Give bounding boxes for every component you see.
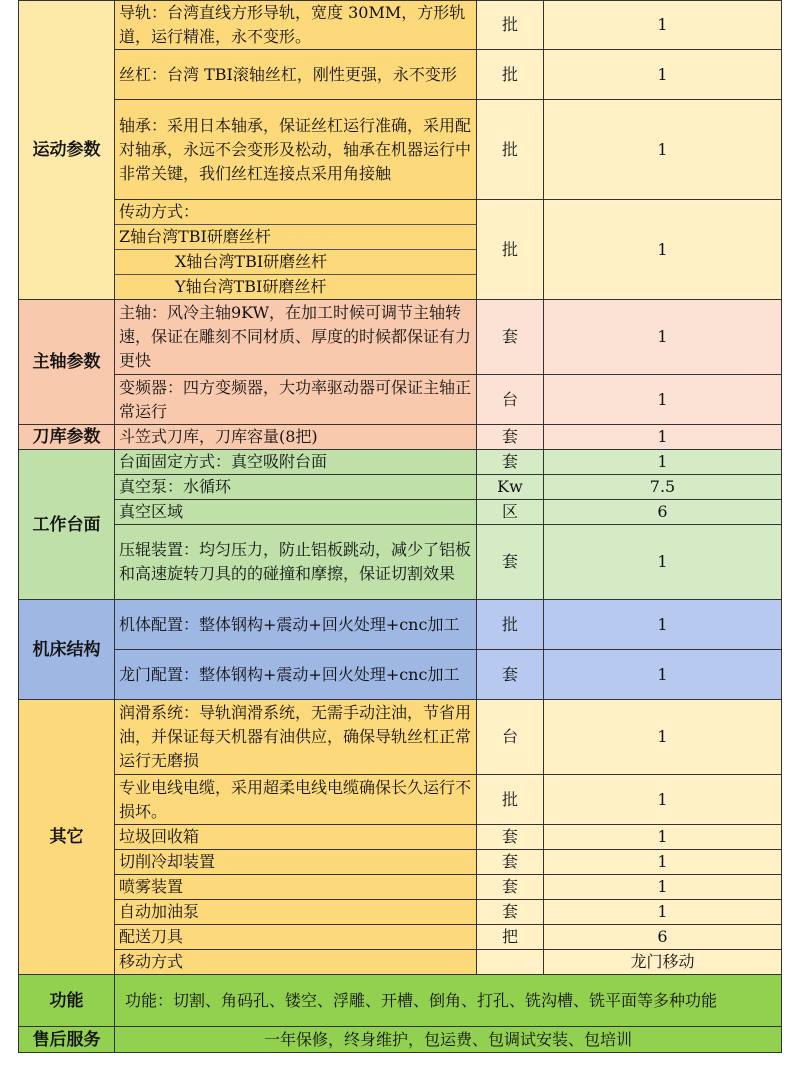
spec-unit: 批 xyxy=(477,1,544,50)
spec-qty: 1 xyxy=(544,700,782,775)
spec-unit: 套 xyxy=(477,825,544,850)
function-desc: 功能：切割、角码孔、镂空、浮雕、开槽、倒角、打孔、铣沟槽、铣平面等多种功能 xyxy=(115,975,782,1027)
spec-desc: 导轨：台湾直线方形导轨，宽度 30MM，方形轨道，运行精准，永不变形。 xyxy=(115,1,477,50)
table-row xyxy=(19,475,782,500)
spec-qty: 1 xyxy=(544,200,782,300)
transmission-line: Y轴台湾TBI研磨丝杆 xyxy=(115,274,476,299)
spec-desc: 切削冷却装置 xyxy=(115,850,477,875)
category-other: 其它 xyxy=(19,700,115,975)
spec-unit: 批 xyxy=(477,100,544,200)
spec-qty: 1 xyxy=(544,650,782,700)
spec-desc: 专业电线电缆，采用超柔电线电缆确保长久运行不损坏。 xyxy=(115,775,477,825)
category-table: 工作台面 xyxy=(19,450,115,600)
category-structure: 机床结构 xyxy=(19,600,115,700)
spec-desc: 台面固定方式：真空吸附台面 xyxy=(115,450,477,475)
spec-desc: 龙门配置：整体钢构+震动+回火处理+cnc加工 xyxy=(115,650,477,700)
table-row xyxy=(19,825,782,850)
table-row xyxy=(19,925,782,950)
table-row xyxy=(19,775,782,825)
spec-desc: 主轴：风冷主轴9KW，在加工时候可调节主轴转速，保证在雕刻不同材质、厚度的时候都保证有力更快 xyxy=(115,300,477,375)
spec-qty: 1 xyxy=(544,425,782,450)
spec-desc: 压辊装置：均匀压力，防止铝板跳动，减少了铝板和高速旋转刀具的的碰撞和摩擦，保证切割效果 xyxy=(115,525,477,600)
table-row xyxy=(19,850,782,875)
spec-qty: 1 xyxy=(544,300,782,375)
spec-unit: 套 xyxy=(477,525,544,600)
table-row xyxy=(19,650,782,700)
spec-qty: 1 xyxy=(544,100,782,200)
category-function: 功能 xyxy=(19,975,115,1027)
table-row xyxy=(19,500,782,525)
spec-desc: 润滑系统：导轨润滑系统，无需手动注油，节省用油，并保证每天机器有油供应，确保导轨丝杠正常运行无磨损 xyxy=(115,700,477,775)
spec-qty: 1 xyxy=(544,50,782,100)
table-row xyxy=(19,300,782,375)
transmission-cell xyxy=(115,200,477,300)
spec-qty: 6 xyxy=(544,925,782,950)
spec-qty: 1 xyxy=(544,600,782,650)
spec-desc: 自动加油泵 xyxy=(115,900,477,925)
spec-qty: 1 xyxy=(544,1,782,50)
spec-desc: 配送刀具 xyxy=(115,925,477,950)
spec-unit: 套 xyxy=(477,650,544,700)
table-row xyxy=(19,875,782,900)
spec-desc: 移动方式 xyxy=(115,950,477,975)
table-row xyxy=(19,450,782,475)
spec-qty: 龙门移动 xyxy=(544,950,782,975)
category-motion: 运动参数 xyxy=(19,1,115,300)
spec-desc: 真空泵：水循环 xyxy=(115,475,477,500)
transmission-line: 传动方式： xyxy=(119,202,200,221)
transmission-line: Z轴台湾TBI研磨丝杆 xyxy=(115,224,476,249)
spec-qty: 7.5 xyxy=(544,475,782,500)
spec-unit: 把 xyxy=(477,925,544,950)
table-row xyxy=(19,1,782,50)
spec-desc: 喷雾装置 xyxy=(115,875,477,900)
spec-desc: 机体配置：整体钢构+震动+回火处理+cnc加工 xyxy=(115,600,477,650)
spec-desc: 轴承：采用日本轴承，保证丝杠运行准确，采用配对轴承，永远不会变形及松动，轴承在机器运行中非常关键，我们丝杠连接点采用角接触 xyxy=(115,100,477,200)
table-row xyxy=(19,900,782,925)
spec-unit: 批 xyxy=(477,200,544,300)
spec-unit: 套 xyxy=(477,850,544,875)
spec-qty: 1 xyxy=(544,850,782,875)
table-row xyxy=(19,700,782,775)
spec-unit: 区 xyxy=(477,500,544,525)
spec-unit: 台 xyxy=(477,375,544,425)
spec-desc: 丝杠：台湾 TBI滚轴丝杠，刚性更强，永不变形 xyxy=(115,50,477,100)
spec-qty: 6 xyxy=(544,500,782,525)
spec-unit: 批 xyxy=(477,600,544,650)
table-row xyxy=(19,100,782,200)
table-row xyxy=(19,525,782,600)
category-toolmag: 刀库参数 xyxy=(19,425,115,450)
spec-unit xyxy=(477,950,544,975)
service-desc: 一年保修，终身维护，包运费、包调试安装、包培训 xyxy=(115,1027,782,1053)
spec-unit: 批 xyxy=(477,775,544,825)
spec-unit: 套 xyxy=(477,300,544,375)
table-row xyxy=(19,950,782,975)
table-row xyxy=(19,375,782,425)
spec-qty: 1 xyxy=(544,375,782,425)
spec-qty: 1 xyxy=(544,900,782,925)
table-row xyxy=(19,200,782,300)
spec-table xyxy=(18,0,782,1053)
spec-unit: 套 xyxy=(477,450,544,475)
table-row xyxy=(19,975,782,1027)
spec-unit: 套 xyxy=(477,900,544,925)
table-row xyxy=(19,50,782,100)
spec-qty: 1 xyxy=(544,450,782,475)
category-spindle: 主轴参数 xyxy=(19,300,115,425)
spec-unit: 套 xyxy=(477,875,544,900)
table-row xyxy=(19,425,782,450)
spec-qty: 1 xyxy=(544,525,782,600)
transmission-line: X轴台湾TBI研磨丝杆 xyxy=(115,249,476,274)
spec-qty: 1 xyxy=(544,825,782,850)
spec-desc: 垃圾回收箱 xyxy=(115,825,477,850)
spec-qty: 1 xyxy=(544,875,782,900)
spec-unit: Kw xyxy=(477,475,544,500)
spec-unit: 套 xyxy=(477,425,544,450)
spec-unit: 台 xyxy=(477,700,544,775)
spec-desc: 真空区域 xyxy=(115,500,477,525)
category-service: 售后服务 xyxy=(19,1027,115,1053)
table-row xyxy=(19,1027,782,1053)
spec-desc: 变频器：四方变频器，大功率驱动器可保证主轴正常运行 xyxy=(115,375,477,425)
spec-qty: 1 xyxy=(544,775,782,825)
spec-unit: 批 xyxy=(477,50,544,100)
spec-desc: 斗笠式刀库，刀库容量(8把) xyxy=(115,425,477,450)
table-row xyxy=(19,600,782,650)
